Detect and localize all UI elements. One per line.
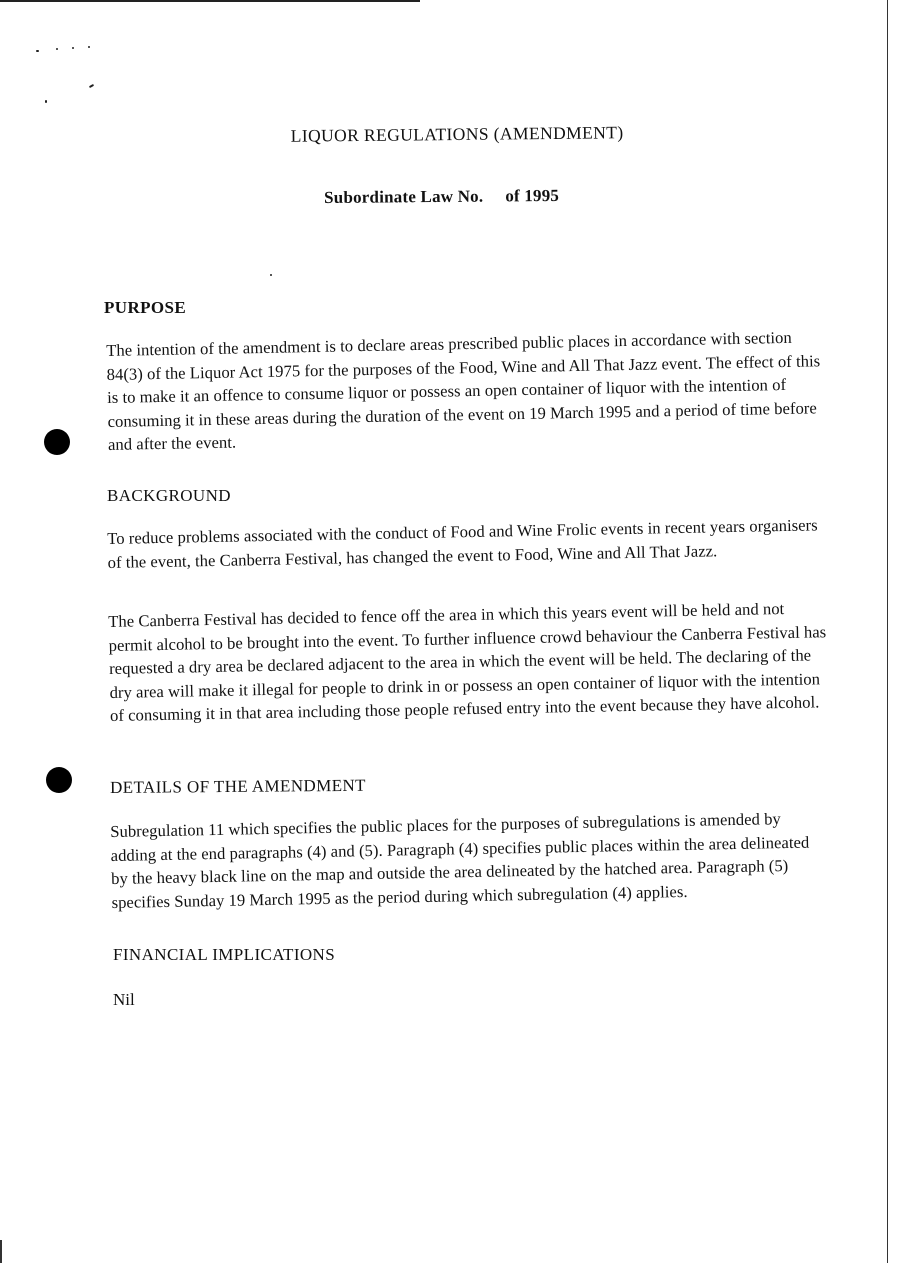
subordinate-law-label: Subordinate Law No.: [324, 186, 484, 207]
paragraph-background-2: [108, 596, 828, 727]
paragraph-background-1: [107, 513, 826, 574]
punch-hole: [44, 429, 70, 455]
paragraph-text: The intention of the amendment is to declare areas prescribed public places in accordance with section 84(3) of the Liquor Act 1975 for the purposes of the Food, Wine and All That Jazz event. The effect of this is to make it an offence to consume liquor or possess an open container of liquor with the intention of consuming it in these areas during the duration of the event on 19 March 1995 and a period of time before and after the event.: [106, 327, 821, 454]
financial-implications-text: Nil: [113, 990, 135, 1009]
scan-edge-top: [0, 0, 420, 2]
scan-speck: [88, 46, 90, 48]
scan-speck: [45, 100, 47, 103]
scan-speck: [270, 274, 272, 276]
scan-speck: [56, 48, 58, 50]
paragraph-text: To reduce problems associated with the conduct of Food and Wine Frolic events in recent years organisers of the event, the Canberra Festival, has changed the event to Food, Wine and All That Jazz.: [107, 515, 818, 572]
heading-financial-implications: FINANCIAL IMPLICATIONS: [113, 945, 336, 964]
document-title-text: LIQUOR REGULATIONS (AMENDMENT): [290, 122, 624, 146]
document-title: [0, 119, 912, 150]
heading-purpose: PURPOSE: [104, 298, 187, 317]
heading-background: BACKGROUND: [107, 486, 231, 505]
scan-speck: [89, 84, 94, 88]
paragraph-text: The Canberra Festival has decided to fence off the area in which this years event will be held and not permit alcohol to be brought into the event. To further influence crowd behaviour the Canberra Festival has requested a dry area be declared adjacent to the area in which the event will be held. The declaring of the dry area will make it illegal for people to drink in or possess an open container of liquor with the intention of consuming it in that area including those people refused entry into the event because they have alcohol.: [108, 599, 827, 725]
paragraph-details: [110, 806, 830, 914]
paragraph-purpose: [106, 325, 826, 456]
subordinate-law-line: [324, 186, 559, 208]
scan-edge-right: [887, 0, 888, 1263]
subordinate-law-year: of 1995: [505, 185, 560, 206]
scan-speck: [36, 50, 39, 52]
scan-speck: [72, 47, 74, 49]
punch-hole: [46, 767, 72, 793]
paragraph-text: Subregulation 11 which specifies the public places for the purposes of subregulations is amended by adding at the end paragraphs (4) and (5). Paragraph (4) specifies public places within the area delineated by the heavy black line on the map and outside the area delineated by the hatched area. Paragraph (5) specifies Sunday 19 March 1995 as the period during which subregulation (4) applies.: [110, 809, 810, 912]
scan-edge-left: [0, 1240, 2, 1263]
heading-details-of-the-amendment: DETAILS OF THE AMENDMENT: [110, 775, 366, 797]
